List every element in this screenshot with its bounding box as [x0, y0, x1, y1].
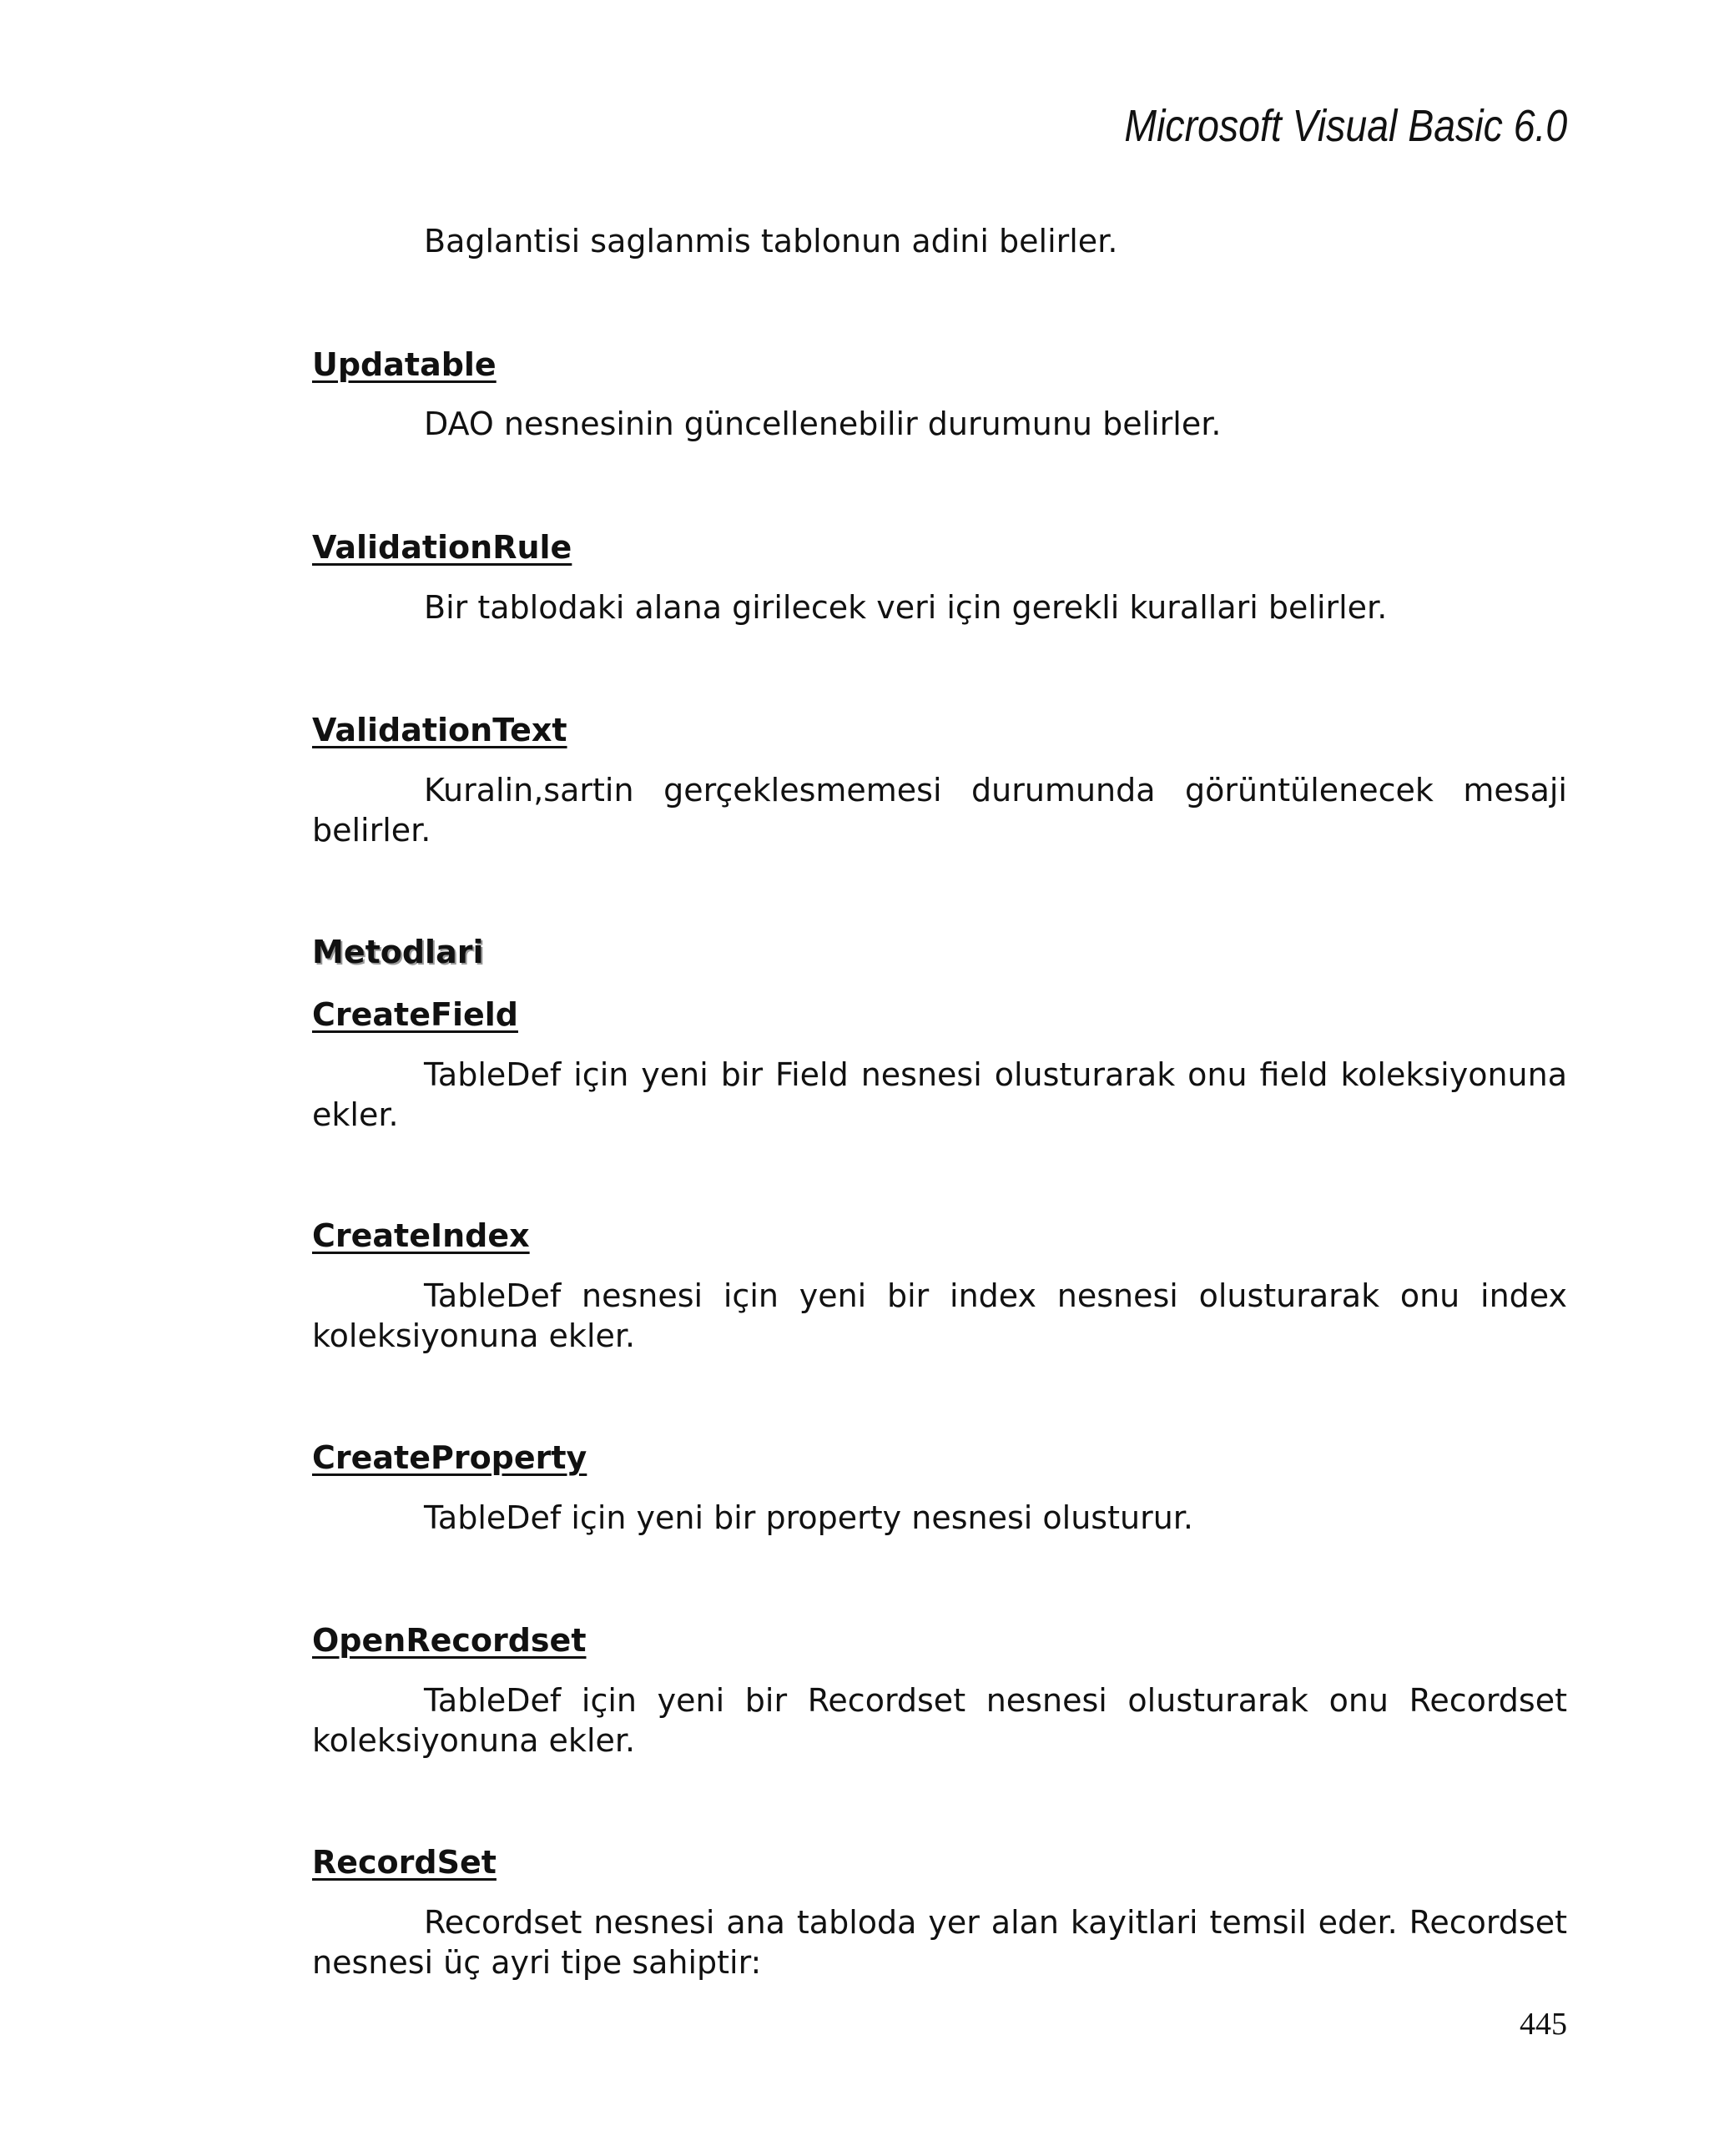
method-description-createfield: TableDef için yeni bir Field nesnesi olusturarak onu field koleksiyonuna ekler. [312, 1056, 1567, 1133]
property-heading-updatable: Updatable [312, 346, 497, 383]
methods-section-title: Metodlari [312, 934, 484, 970]
property-description-validationtext: Kuralin,sartin gerçeklesmemesi durumunda görüntülenecek mesaji belirler. [312, 772, 1567, 849]
property-heading-validationtext: ValidationText [312, 712, 567, 748]
page-number: 445 [1520, 2007, 1567, 2042]
intro-paragraph: Baglantisi saglanmis tablonun adini belirler. [424, 223, 1118, 259]
method-heading-openrecordset: OpenRecordset [312, 1622, 587, 1659]
property-description-updatable: DAO nesnesinin güncellenebilir durumunu belirler. [424, 406, 1222, 442]
method-heading-createindex: CreateIndex [312, 1217, 530, 1254]
method-description-openrecordset: TableDef için yeni bir Recordset nesnesi olusturarak onu Recordset koleksiyonuna ekler. [312, 1682, 1567, 1759]
method-heading-createproperty: CreateProperty [312, 1439, 587, 1476]
method-description-createproperty: TableDef için yeni bir property nesnesi olusturur. [424, 1499, 1194, 1536]
method-description-createindex: TableDef nesnesi için yeni bir index nesnesi olusturarak onu index koleksiyonuna ekler. [312, 1277, 1567, 1354]
method-description-recordset: Recordset nesnesi ana tabloda yer alan kayitlari temsil eder. Recordset nesnesi üç ayri tipe sahiptir: [312, 1904, 1567, 1981]
method-heading-recordset: RecordSet [312, 1844, 497, 1881]
property-description-validationrule: Bir tablodaki alana girilecek veri için gerekli kurallari belirler. [424, 589, 1388, 626]
method-heading-createfield: CreateField [312, 996, 518, 1033]
running-header: Microsoft Visual Basic 6.0 [1124, 101, 1567, 151]
property-heading-validationrule: ValidationRule [312, 529, 572, 566]
